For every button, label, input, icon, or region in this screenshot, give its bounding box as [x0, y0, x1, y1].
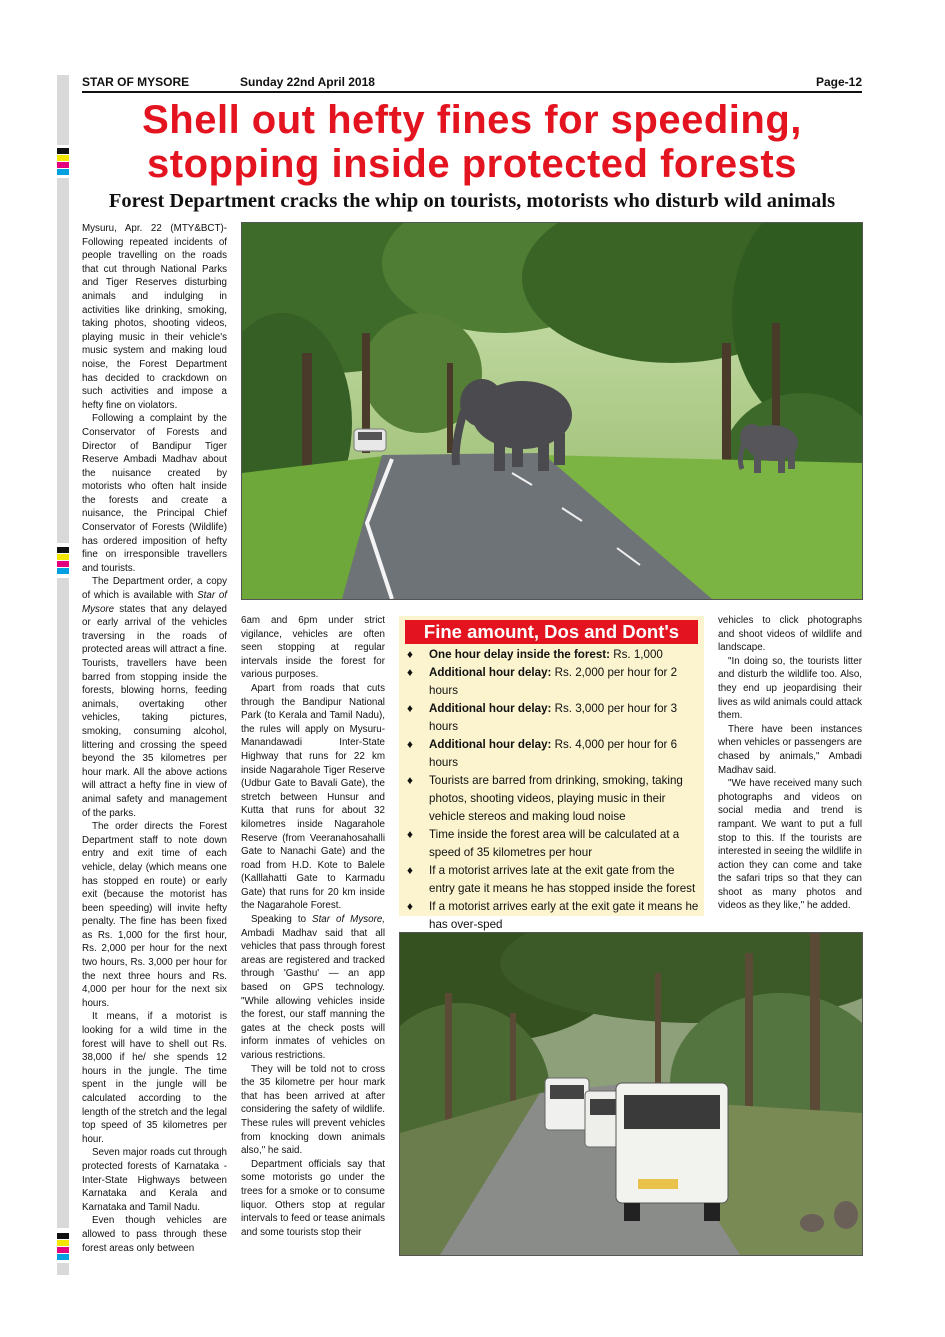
- article-column-4: [718, 614, 862, 913]
- paragraph: Apart from roads that cuts through the Bandipur National Park (to Kerala and Tamil Nadu), the rules will apply on Mysuru-Manandawadi Inter-State Highway that runs for 22 km inside Nagarahole Tiger Reserve (Udbur Gate to Bavali Gate), the stretch between Hunsur and Kutta that runs for about 32 kilometres inside Nagarahole Reserve (from Veeranahosahalli Gate to Nanachi Gate) and the road from H.D. Kote to Balele (Kalllahatti Gate to Karmadu Gate) that runs for 20 km inside the Nagarahole Forest.: [241, 682, 385, 912]
- paper-name: STAR OF MYSORE: [82, 75, 190, 89]
- registration-mark-black: [57, 1233, 69, 1239]
- paragraph: vehicles to click photographs and shoot videos of wildlife and landscape.: [718, 615, 862, 654]
- box-list-item: ♦ If a motorist arrives early at the exit gate it means he has over-sped: [407, 900, 699, 931]
- registration-bar: [57, 578, 69, 1228]
- diamond-bullet-icon: ♦: [407, 702, 413, 715]
- article-column-1: [82, 222, 227, 1255]
- fine-amount-box: [399, 616, 704, 931]
- registration-mark-cyan: [57, 1254, 69, 1260]
- registration-mark-yellow: [57, 554, 69, 560]
- diamond-bullet-icon: ♦: [407, 738, 413, 751]
- issue-date: Sunday 22nd April 2018: [240, 75, 375, 89]
- page-header: [82, 74, 862, 92]
- paragraph: "We have received many such photographs and videos on social media and trend is rampant. We want to put a full stop to this. If the tourists are interested in seeing the wildlife in action they can come and take the safari trips so that they can shoot as many photos and videos as they like," he added.: [718, 778, 862, 912]
- registration-mark-cyan: [57, 568, 69, 574]
- diamond-bullet-icon: ♦: [407, 828, 413, 841]
- registration-mark-yellow: [57, 155, 69, 161]
- registration-mark-cyan: [57, 169, 69, 175]
- paragraph: It means, if a motorist is looking for a wild time in the forest will have to shell out Rs. 38,000 if he/ she spends 12 hours in the jungle. The time spent in the jungle will be calculated according to the length of the stretch and the legal top speed of 35 kilometres per hour.: [82, 1011, 227, 1145]
- paragraph: The Department order, a copy of which is available with Star of Mysore states that any delayed or early arrival of the vehicles traversing in the roads of protected areas will attract a fine. Tourists, travellers have been barred from stopping inside the forests, blowing horns, feeding animals, overtaking other vehicles, taking pictures, smoking, consuming alcohol, littering and crossing the speed beyond the 35 kilometres per hour mark. All the above actions will attract a hefty fine in view of animal safety and management of the parks.: [82, 576, 227, 819]
- diamond-bullet-icon: ♦: [407, 864, 413, 877]
- box-list-item: ♦ Additional hour delay: Rs. 2,000 per hour for 2 hours: [407, 666, 678, 697]
- diamond-bullet-icon: ♦: [407, 666, 413, 679]
- paragraph: Following a complaint by the Conservator of Forests and Director of Bandipur Tiger Reserve Ambadi Madhav about the nuisance created by motorists who often halt inside the forests and create a nuisance, the Principal Chief Conservator of Forests (Wildlife) has ordered imposition of hefty fine on irresponsible travellers and tourists.: [82, 413, 227, 574]
- paragraph: Even though vehicles are allowed to pass through these forest areas only between: [82, 1215, 227, 1254]
- vehicles-forest-road-photo: [399, 932, 863, 1256]
- paragraph: Mysuru, Apr. 22 (MTY&BCT)- Following repeated incidents of people travelling on the roads that cut through National Parks and Tiger Reserves disturbing animals and indulging in activities like drinking, smoking, taking photos, shooting videos, playing music in their vehicle's music system and making loud noise, the Forest Department has decided to crackdown on such activities and impose a hefty fine on violators.: [82, 223, 227, 411]
- registration-mark-magenta: [57, 561, 69, 567]
- diamond-bullet-icon: ♦: [407, 900, 413, 913]
- headline-line-2: stopping inside protected forests: [147, 142, 797, 186]
- box-title: Fine amount, Dos and Dont's: [405, 620, 698, 644]
- registration-mark-magenta: [57, 162, 69, 168]
- registration-mark-yellow: [57, 1240, 69, 1246]
- paragraph: There have been instances when vehicles or passengers are chased by animals," Ambadi Madhav said.: [718, 723, 862, 776]
- diamond-bullet-icon: ♦: [407, 774, 413, 787]
- box-list-item: ♦ If a motorist arrives late at the exit gate from the entry gate it means he has stopped inside the forest: [407, 864, 696, 895]
- box-list: [407, 646, 699, 970]
- paragraph: 6am and 6pm under strict vigilance, vehicles are often seen stopping at regular intervals inside the forest for various purposes.: [241, 615, 385, 681]
- registration-bar: [57, 75, 69, 145]
- box-list-item: ♦ Time inside the forest area will be calculated at a speed of 35 kilometres per hour: [407, 828, 680, 859]
- registration-bar: [57, 178, 69, 543]
- paragraph: Seven major roads cut through protected forests of Karnataka - Inter-State Highways between Karnataka and Kerala and Karnataka and Tamil Nadu.: [82, 1147, 227, 1213]
- paragraph: Department officials say that some motorists go under the trees for a smoke or to consume liquor. Others stop at regular intervals to feed or tease animals and some tourists stop their: [241, 1158, 385, 1238]
- paragraph: "In doing so, the tourists litter and disturb the wildlife too. Also, they end up jeopardising their lives as wild animals could attack them.: [718, 655, 862, 722]
- diamond-bullet-icon: ♦: [407, 648, 413, 661]
- header-rule: [82, 91, 862, 93]
- box-list-item: ♦ Tourists are barred from drinking, smoking, taking photos, shooting videos, playing music in their vehicle stereos and making loud noise: [407, 774, 683, 823]
- paragraph: Speaking to Star of Mysore, Ambadi Madhav said that all vehicles that pass through forest areas are registered and tracked through 'Gasthu' — an app based on GPS technology. "While allowing vehicles inside the forest, our staff manning the gates at the check posts will inform inmates of vehicles on various restrictions.: [241, 914, 386, 1061]
- registration-mark-black: [57, 547, 69, 553]
- box-list-item: ♦ Additional hour delay: Rs. 4,000 per hour for 6 hours: [407, 738, 678, 769]
- box-list-item: ♦ Additional hour delay: Rs. 3,000 per hour for 3 hours: [407, 702, 678, 733]
- subheadline: Forest Department cracks the whip on tourists, motorists who disturb wild animals: [108, 190, 836, 212]
- page-number: Page-12: [815, 75, 862, 89]
- box-list-item: ♦ One hour delay inside the forest: Rs. 1,000: [407, 646, 699, 664]
- paragraph: They will be told not to cross the 35 kilometre per hour mark that has been arrived at after considering the safety of wildlife. These rules will prevent vehicles from knocking down animals also," he said.: [241, 1063, 385, 1157]
- elephants-crossing-photo: [241, 222, 863, 600]
- registration-mark-black: [57, 148, 69, 154]
- paragraph: The order directs the Forest Department staff to note down entry and exit time of each vehicle, delay (which means one has stopped en route) or early exit (because the motorist has been speeding) will invite hefty penalty. The fine has been fixed as Rs. 1,000 for the first hour, Rs. 2,000 per hour for the next two hours, Rs. 3,000 per hour for the next three hours and Rs. 4,000 per hour for the next six hours.: [82, 821, 227, 1009]
- article-column-2: [241, 614, 385, 1239]
- headline-line-1: Shell out hefty fines for speeding,: [142, 98, 802, 142]
- registration-bar: [57, 1263, 69, 1275]
- registration-mark-magenta: [57, 1247, 69, 1253]
